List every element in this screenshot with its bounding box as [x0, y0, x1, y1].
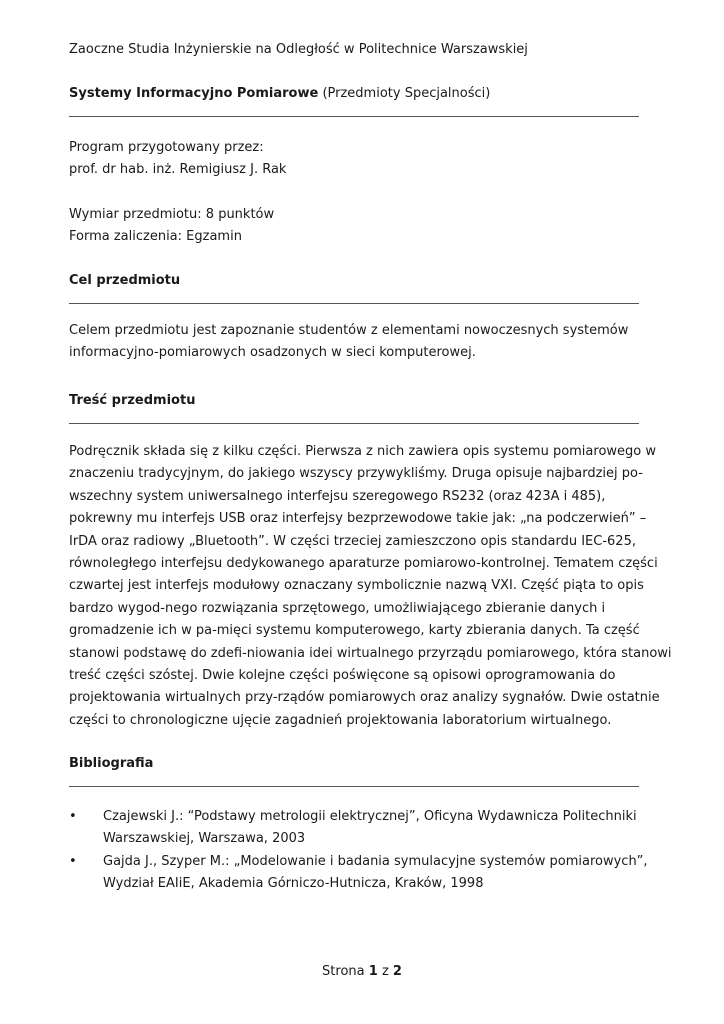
content-heading: Treść przedmiotu	[69, 393, 196, 408]
paragraph-line: Podręcznik składa się z kilku części. Pierwsza z nich zawiera opis systemu pomiarowego w	[69, 444, 656, 459]
course-title	[69, 86, 490, 101]
of-label: z	[381, 964, 389, 979]
paragraph-line: informacyjno-pomiarowych osadzonych w sieci komputerowej.	[69, 345, 476, 361]
total-pages-number: 2	[392, 964, 402, 979]
bibliography-item	[69, 851, 648, 896]
paragraph-line: IrDA oraz radiowy „Bluetooth”. W części trzeciej zamieszczono opis standardu IEC-625,	[69, 533, 636, 549]
bibliography-heading: Bibliografia	[69, 756, 154, 771]
divider	[69, 423, 639, 424]
paragraph-line: Celem przedmiotu jest zapoznanie studentów z elementami nowoczesnych systemów	[69, 323, 629, 338]
bibliography-item	[69, 806, 639, 851]
divider	[69, 303, 639, 304]
bibliography-line: Warszawskiej, Warszawa, 2003	[103, 831, 306, 847]
goal-heading: Cel przedmiotu	[69, 273, 181, 288]
paragraph-line: gromadzenie ich w pa-mięci systemu komputerowego, karty zbierania danych. Ta część	[69, 623, 640, 639]
paragraph-line: czwartej jest interfejs modułowy oznaczany symbolicznie nazwą VXI. Część piąta to opis	[69, 578, 644, 594]
course-assessment: Forma zaliczenia: Egzamin	[69, 229, 242, 244]
paragraph-line: znaczeniu tradycyjnym, do jakiego wszyscy przywykliśmy. Druga opisuje najbardziej po-	[69, 466, 643, 482]
divider	[69, 786, 639, 787]
paragraph-line: bardzo wygod-nego rozwiązania sprzętowego, umożliwiającego zbieranie danych i	[69, 600, 606, 616]
course-scope: Wymiar przedmiotu: 8 punktów	[69, 207, 275, 222]
bibliography-list	[69, 806, 648, 896]
bullet: •	[69, 809, 77, 824]
paragraph-line: równoległego interfejsu dedykowanego aparaturze pomiarowo-kontrolnej. Tematem części	[69, 555, 658, 571]
author-name: prof. dr hab. inż. Remigiusz J. Rak	[69, 162, 287, 177]
bibliography-line: Wydział EAIiE, Akademia Górniczo-Hutnicza, Kraków, 1998	[103, 876, 484, 892]
divider	[69, 116, 639, 117]
course-name: Systemy Informacyjno Pomiarowe	[69, 86, 319, 101]
page-footer	[0, 964, 724, 979]
university-header: Zaoczne Studia Inżynierskie na Odległość w Politechnice Warszawskiej	[69, 42, 528, 57]
paragraph-line: treść części szóstej. Dwie kolejne części poświęcone są opisowi oprogramowania do	[69, 667, 616, 683]
bullet: •	[69, 853, 77, 869]
bibliography-line: Gajda J., Szyper M.: „Modelowanie i badania symulacyjne systemów pomiarowych”,	[103, 853, 648, 869]
content-paragraph	[69, 441, 672, 732]
paragraph-line: projektowania wirtualnych przy-rządów pomiarowych oraz analizy sygnałów. Dwie ostatnie	[69, 690, 660, 706]
paragraph-line: stanowi podstawę do zdefi-niowania idei wirtualnego przyrządu pomiarowego, która stanowi	[69, 645, 672, 661]
page-label: Strona	[322, 964, 365, 979]
prepared-by-label: Program przygotowany przez:	[69, 140, 264, 155]
paragraph-line: wszechny system uniwersalnego interfejsu szeregowego RS232 (oraz 423A i 485),	[69, 488, 606, 504]
current-page-number: 1	[368, 964, 378, 979]
course-category: (Przedmioty Specjalności)	[322, 86, 491, 101]
bibliography-line: Czajewski J.: “Podstawy metrologii elektrycznej”, Oficyna Wydawnicza Politechniki	[103, 809, 637, 824]
goal-paragraph	[69, 320, 639, 365]
paragraph-line: części to chronologiczne ujęcie zagadnień projektowania laboratorium wirtualnego.	[69, 712, 612, 728]
paragraph-line: pokrewny mu interfejs USB oraz interfejsy bezprzewodowe takie jak: „na podczerwień” –	[69, 511, 647, 527]
